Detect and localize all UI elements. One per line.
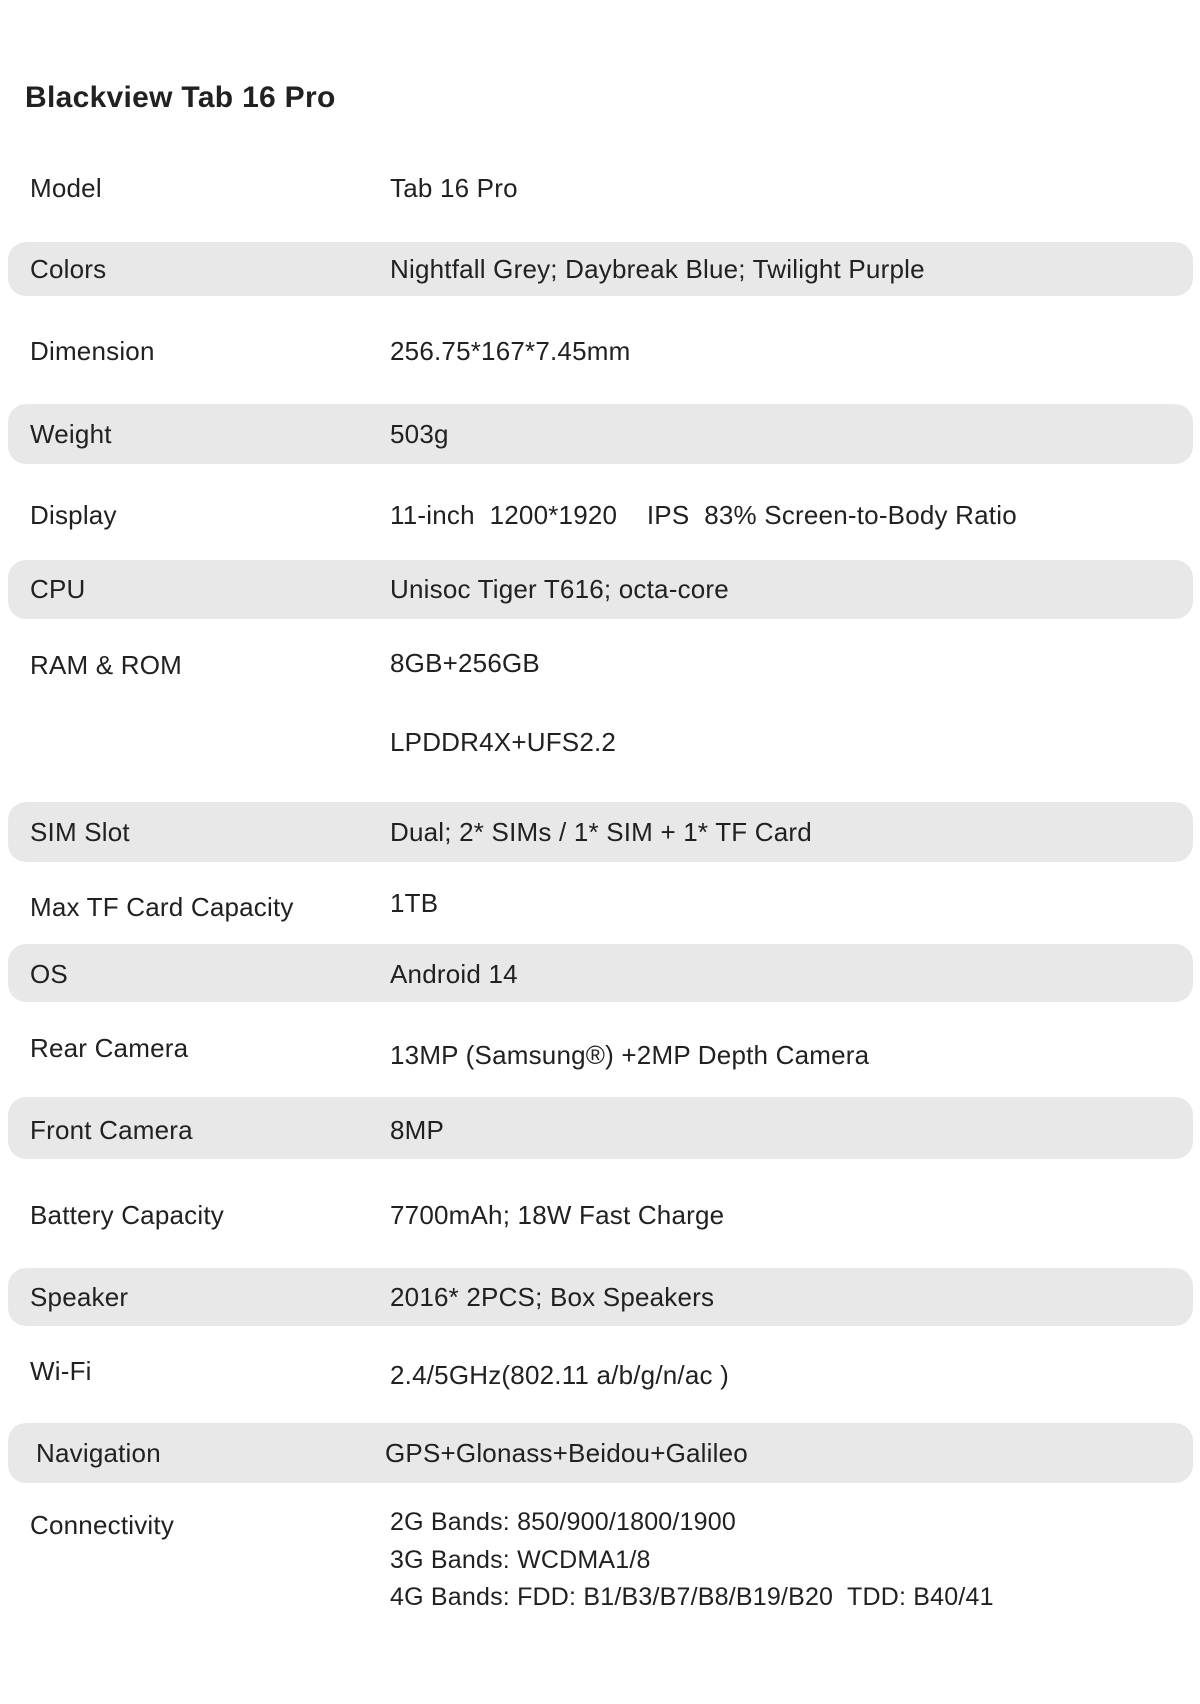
spec-label-wi-fi: Wi-Fi [30,1356,92,1386]
spec-value-rear-camera: 13MP (Samsung®) +2MP Depth Camera [390,1040,870,1070]
spec-label-os: OS [30,959,68,989]
spec-value-navigation: GPS+Glonass+Beidou+Galileo [385,1438,748,1468]
spec-value-wi-fi: 2.4/5GHz(802.11 a/b/g/n/ac ) [390,1360,729,1390]
spec-value-model: Tab 16 Pro [390,173,518,203]
spec-label-navigation: Navigation [36,1438,161,1468]
spec-value-cpu: Unisoc Tiger T616; octa-core [390,574,729,604]
spec-label-front-camera: Front Camera [30,1115,193,1145]
page-title: Blackview Tab 16 Pro [25,81,336,114]
spec-value-max-tf-card-capacity: 1TB [390,888,439,918]
spec-value-ram-rom-1: 8GB+256GB [390,648,540,678]
spec-label-max-tf-card-capacity: Max TF Card Capacity [30,892,294,922]
spec-value-ram-rom-2: LPDDR4X+UFS2.2 [390,727,617,757]
spec-label-speaker: Speaker [30,1282,129,1312]
spec-value-os: Android 14 [390,959,518,989]
spec-label-weight: Weight [30,419,112,449]
spec-value-dimension: 256.75*167*7.45mm [390,336,631,366]
spec-label-connectivity: Connectivity [30,1510,175,1540]
row-highlight-weight [8,404,1193,464]
spec-label-ram-rom: RAM & ROM [30,650,183,680]
spec-value-speaker: 2016* 2PCS; Box Speakers [390,1282,715,1312]
spec-label-battery-capacity: Battery Capacity [30,1200,224,1230]
spec-label-cpu: CPU [30,574,86,604]
spec-value-battery-capacity: 7700mAh; 18W Fast Charge [390,1200,725,1230]
spec-value-connectivity-3: 4G Bands: FDD: B1/B3/B7/B8/B19/B20 TDD: B40/41 [390,1583,994,1611]
spec-value-colors: Nightfall Grey; Daybreak Blue; Twilight Purple [390,254,925,284]
spec-value-connectivity-2: 3G Bands: WCDMA1/8 [390,1546,651,1574]
spec-value-weight: 503g [390,419,449,449]
row-highlight-os [8,944,1193,1002]
spec-label-dimension: Dimension [30,336,155,366]
spec-value-sim-slot: Dual; 2* SIMs / 1* SIM + 1* TF Card [390,817,812,847]
spec-label-colors: Colors [30,254,107,284]
spec-value-front-camera: 8MP [390,1115,445,1145]
spec-label-sim-slot: SIM Slot [30,817,130,847]
spec-label-model: Model [30,173,102,203]
spec-value-display: 11-inch 1200*1920 IPS 83% Screen-to-Body Ratio [390,500,1017,530]
spec-label-display: Display [30,500,117,530]
spec-label-rear-camera: Rear Camera [30,1033,189,1063]
spec-value-connectivity-1: 2G Bands: 850/900/1800/1900 [390,1508,736,1536]
